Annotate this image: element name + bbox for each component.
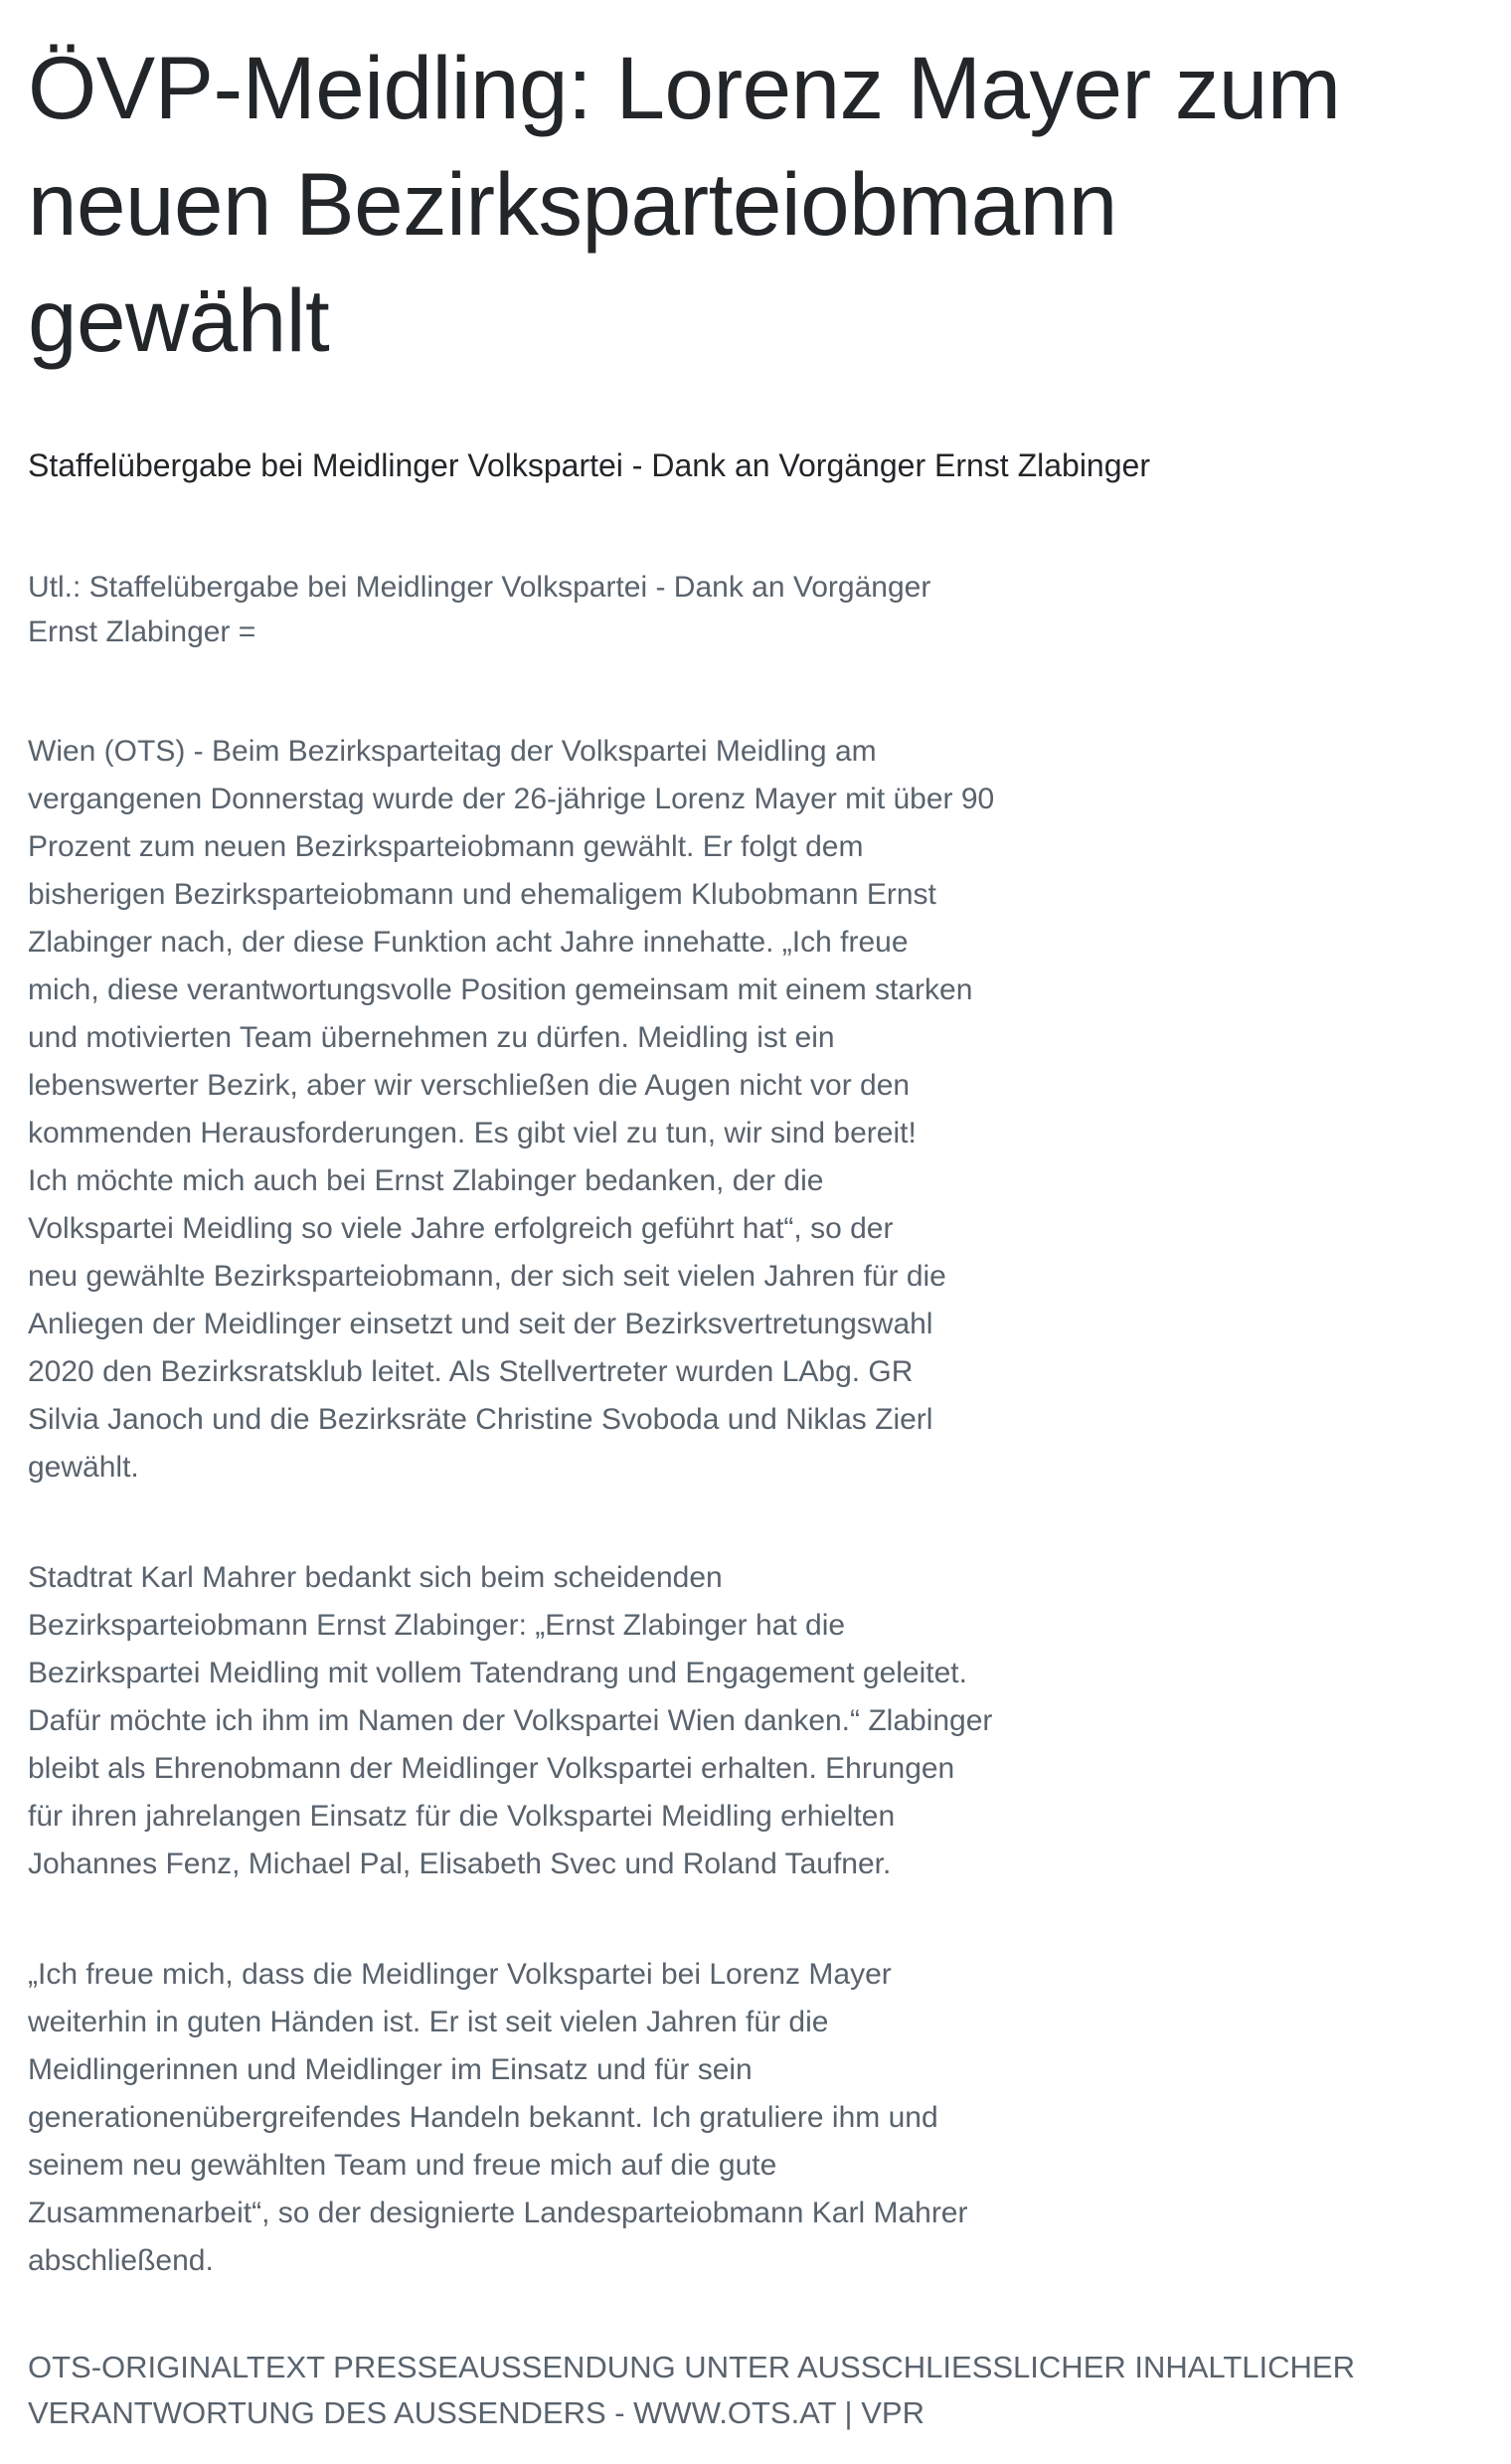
article-body <box>28 728 1455 2285</box>
article-lead: Staffelübergabe bei Meidlinger Volkspartei - Dank an Vorgänger Ernst Zlabinger <box>28 447 1150 483</box>
body-paragraph-1: Wien (OTS) - Beim Bezirksparteitag der Volkspartei Meidling am vergangenen Donnerstag wurde der 26-jährige Lorenz Mayer mit über 90 Prozent zum neuen Bezirksparteiobmann gewählt. Er folgt dem bisherigen Bezirksparteiobmann und ehemaligem Klubobmann Ernst Zlabinger nach, der diese Funktion acht Jahre innehatte. „Ich freue mich, diese verantwortungsvolle Position gemeinsam mit einem starken und motivierten Team übernehmen zu dürfen. Meidling ist ein lebenswerter Bezirk, aber wir verschließen die Augen nicht vor den kommenden Herausforderungen. Es gibt viel zu tun, wir sind bereit! Ich möchte mich auch bei Ernst Zlabinger bedanken, der die Volkspartei Meidling so viele Jahre erfolgreich geführt hat“, so der neu gewählte Bezirksparteiobmann, der sich seit vielen Jahren für die Anliegen der Meidlinger einsetzt und seit der Bezirksvertretungswahl 2020 den Bezirksratsklub leitet. Als Stellvertreter wurden LAbg. GR Silvia Janoch und die Bezirksräte Christine Svoboda und Niklas Zierl gewählt. <box>28 735 995 1484</box>
body-paragraph-3: „Ich freue mich, dass die Meidlinger Volkspartei bei Lorenz Mayer weiterhin in guten Händen ist. Er ist seit vielen Jahren für die Meidlingerinnen und Meidlinger im Einsatz und für sein generationenübergreifendes Handeln bekannt. Ich gratuliere ihm und seinem neu gewählten Team und freue mich auf die gute Zusammenarbeit“, so der designierte Landesparteiobmann Karl Mahrer abschließend. <box>28 1958 968 2277</box>
article-subheadline: Utl.: Staffelübergabe bei Meidlinger Volkspartei - Dank an Vorgänger Ernst Zlabinger = <box>28 571 931 648</box>
footer-disclaimer: OTS-ORIGINALTEXT PRESSEAUSSENDUNG UNTER AUSSCHLIESSLICHER INHALTLICHER VERANTWORTUNG DES AUSSENDERS - WWW.OTS.AT | VPR <box>28 2350 1355 2430</box>
page-title: ÖVP-Meidling: Lorenz Mayer zum neuen Bezirksparteiobmann gewählt <box>28 38 1341 370</box>
body-paragraph-2: Stadtrat Karl Mahrer bedankt sich beim scheidenden Bezirksparteiobmann Ernst Zlabinger: „Ernst Zlabinger hat die Bezirkspartei Meidling mit vollem Tatendrang und Engagement geleitet. Dafür möchte ich ihm im Namen der Volkspartei Wien danken.“ Zlabinger bleibt als Ehrenobmann der Meidlinger Volkspartei erhalten. Ehrungen für ihren jahrelangen Einsatz für die Volkspartei Meidling erhielten Johannes Fenz, Michael Pal, Elisabeth Svec und Roland Taufner. <box>28 1561 993 1880</box>
